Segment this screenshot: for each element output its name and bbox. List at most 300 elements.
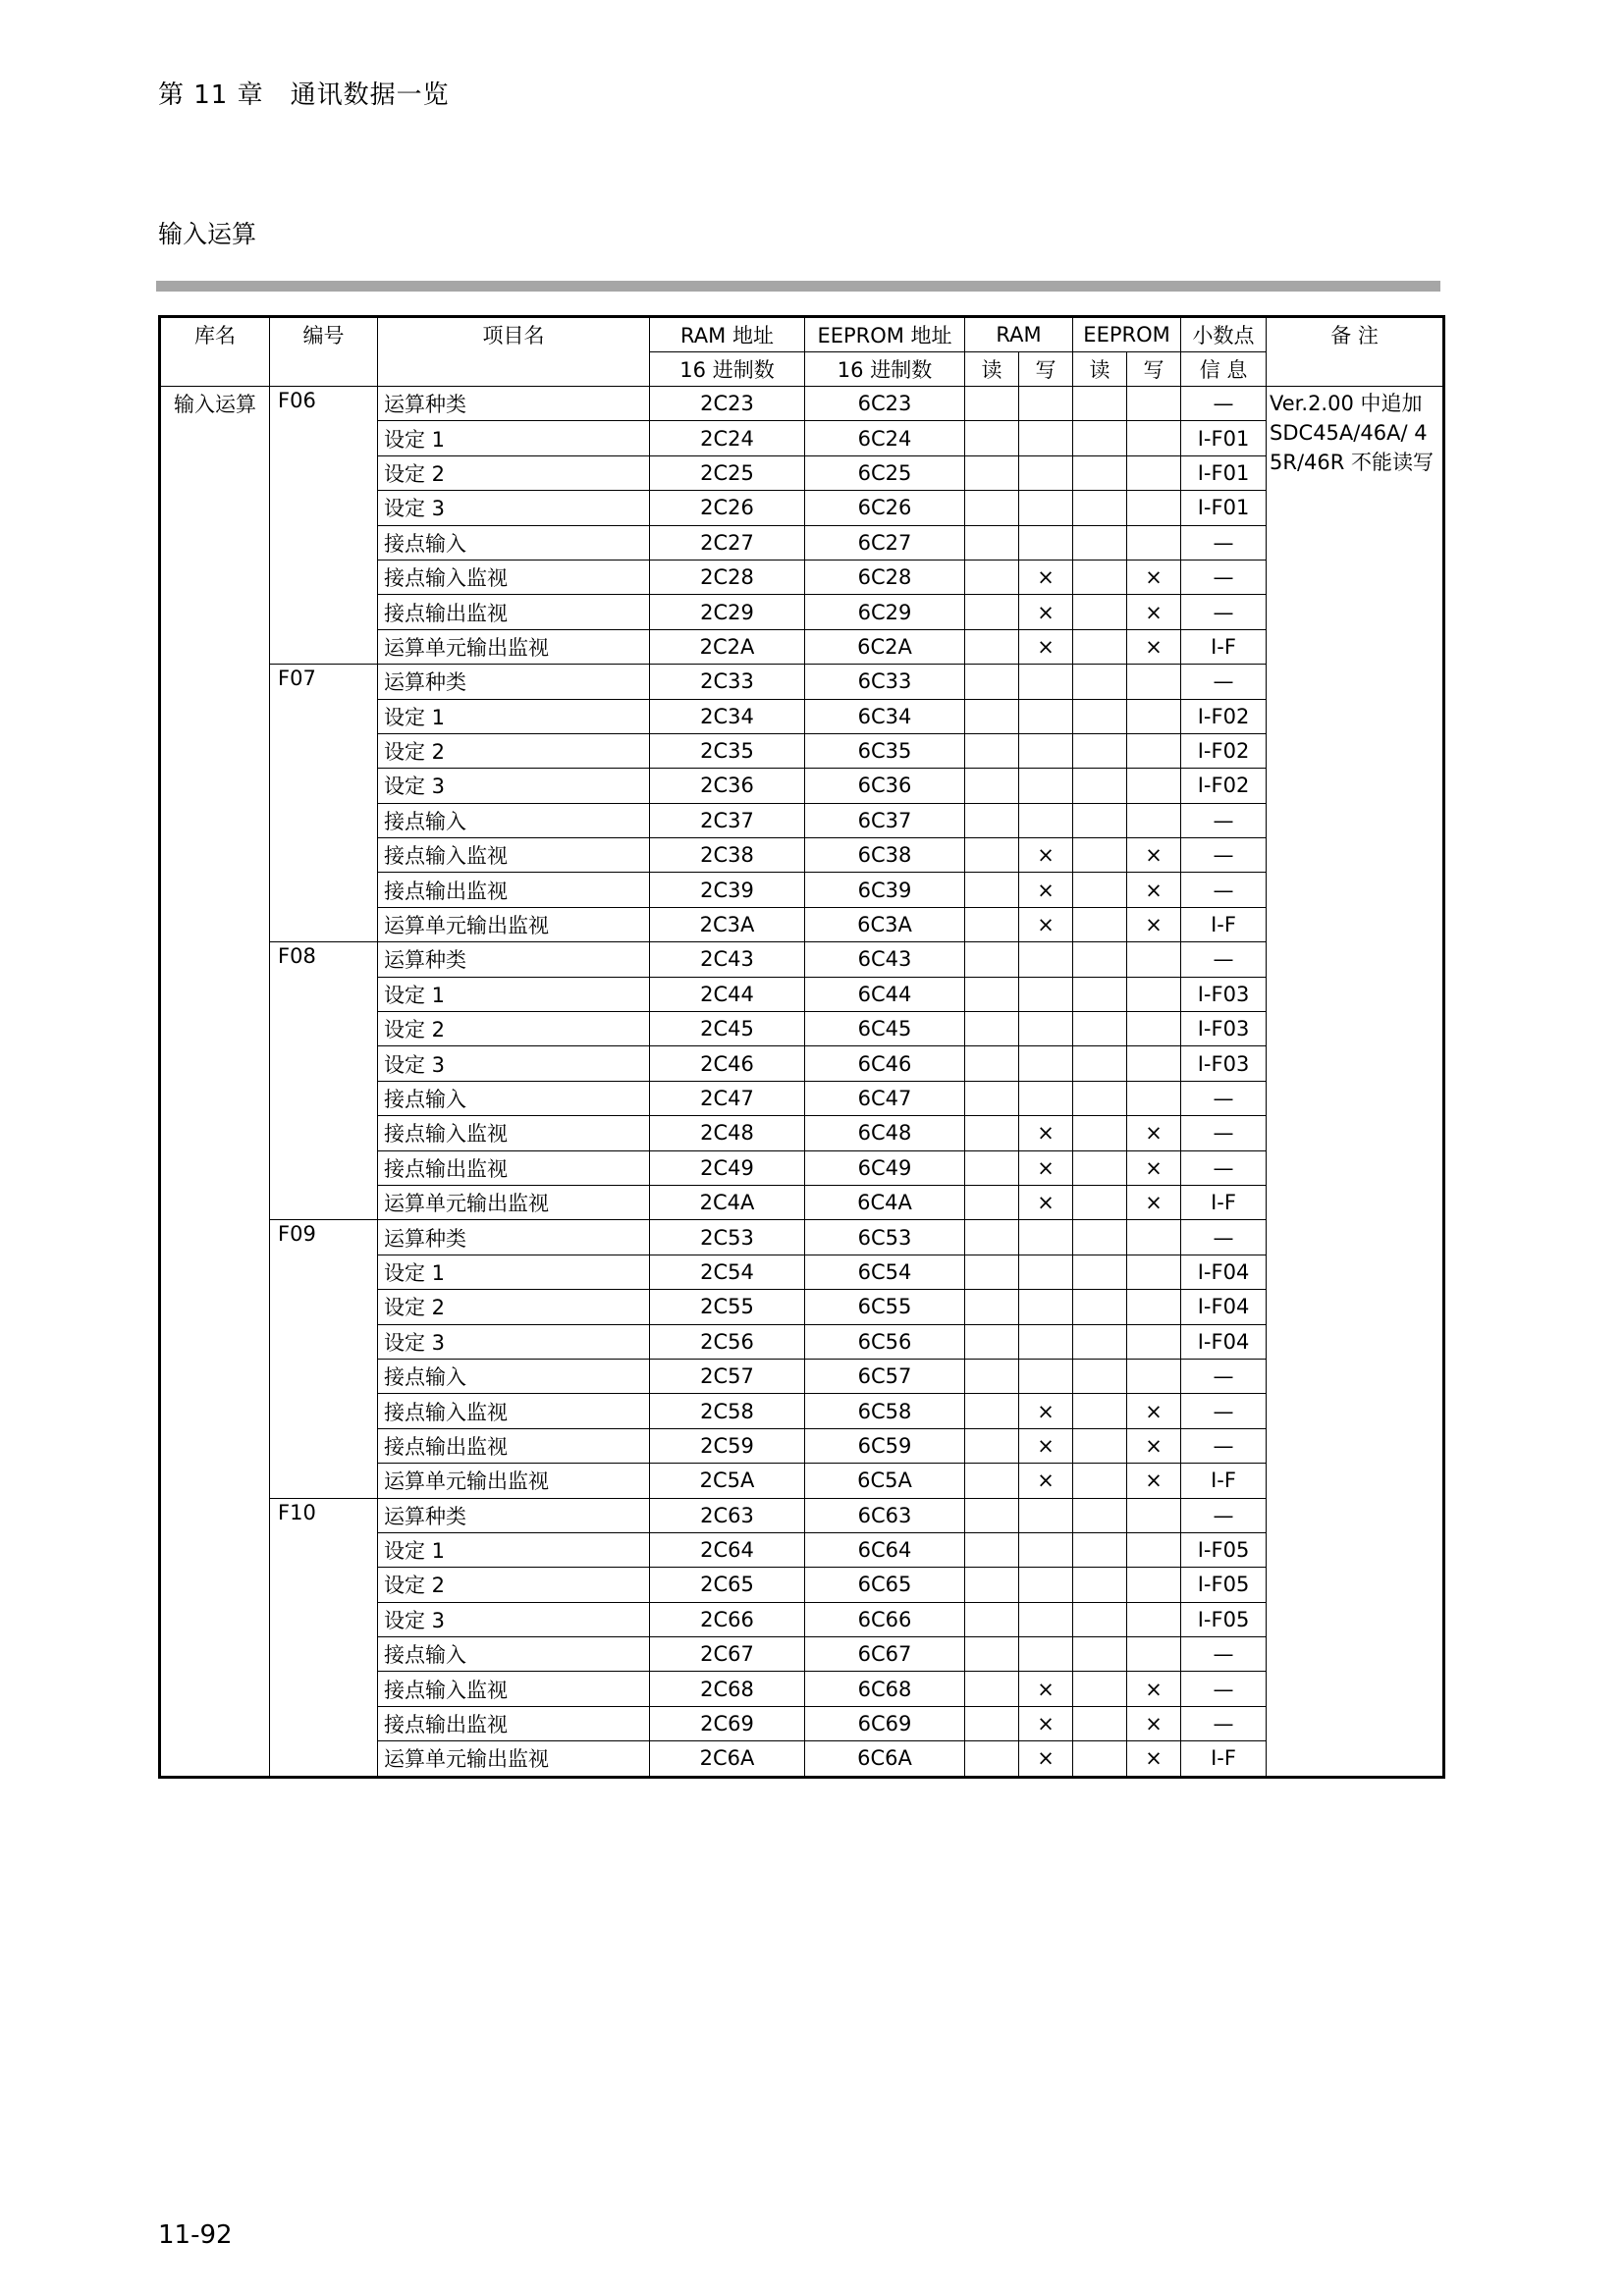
ram-write-cell: [1019, 942, 1073, 977]
item-name-cell: 接点输入监视: [378, 1672, 650, 1706]
decimal-info-cell: I-F: [1181, 907, 1267, 941]
header-ram: RAM: [965, 317, 1073, 352]
ram-write-cell: [1019, 699, 1073, 733]
decimal-info-cell: —: [1181, 1359, 1267, 1393]
eeprom-write-cell: ×: [1127, 1394, 1181, 1428]
eeprom-read-cell: [1073, 1464, 1127, 1498]
eeprom-address-cell: 6C65: [805, 1568, 965, 1602]
eeprom-write-cell: ×: [1127, 907, 1181, 941]
eeprom-write-cell: [1127, 1324, 1181, 1359]
decimal-info-cell: I-F: [1181, 1741, 1267, 1777]
ram-address-cell: 2C28: [650, 560, 805, 594]
ram-read-cell: [965, 421, 1019, 455]
ram-read-cell: [965, 1012, 1019, 1046]
eeprom-address-cell: 6C28: [805, 560, 965, 594]
ram-address-cell: 2C2A: [650, 629, 805, 664]
group-number-cell: F09: [270, 1220, 378, 1498]
ram-address-cell: 2C44: [650, 977, 805, 1011]
eeprom-address-cell: 6C55: [805, 1290, 965, 1324]
eeprom-write-cell: [1127, 455, 1181, 490]
eeprom-read-cell: [1073, 421, 1127, 455]
eeprom-read-cell: [1073, 1081, 1127, 1115]
item-name-cell: 接点输入监视: [378, 1394, 650, 1428]
ram-read-cell: [965, 1498, 1019, 1532]
eeprom-write-cell: ×: [1127, 873, 1181, 907]
ram-write-cell: ×: [1019, 873, 1073, 907]
eeprom-address-cell: 6C66: [805, 1602, 965, 1636]
item-name-cell: 设定 3: [378, 1324, 650, 1359]
eeprom-write-cell: [1127, 1046, 1181, 1081]
ram-read-cell: [965, 942, 1019, 977]
eeprom-address-cell: 6C5A: [805, 1464, 965, 1498]
item-name-cell: 接点输出监视: [378, 1428, 650, 1463]
item-name-cell: 接点输出监视: [378, 1150, 650, 1185]
ram-write-cell: [1019, 1220, 1073, 1255]
item-name-cell: 设定 2: [378, 1290, 650, 1324]
item-name-cell: 接点输出监视: [378, 595, 650, 629]
eeprom-write-cell: ×: [1127, 1428, 1181, 1463]
ram-write-cell: [1019, 665, 1073, 699]
ram-address-cell: 2C68: [650, 1672, 805, 1706]
eeprom-address-cell: 6C35: [805, 733, 965, 768]
eeprom-address-cell: 6C47: [805, 1081, 965, 1115]
ram-read-cell: [965, 455, 1019, 490]
eeprom-read-cell: [1073, 873, 1127, 907]
eeprom-address-cell: 6C46: [805, 1046, 965, 1081]
decimal-info-cell: —: [1181, 1428, 1267, 1463]
ram-address-cell: 2C46: [650, 1046, 805, 1081]
header-ram-read: 读: [965, 352, 1019, 387]
ram-address-cell: 2C53: [650, 1220, 805, 1255]
eeprom-address-cell: 6C45: [805, 1012, 965, 1046]
ram-read-cell: [965, 1741, 1019, 1777]
decimal-info-cell: I-F05: [1181, 1532, 1267, 1567]
ram-read-cell: [965, 1637, 1019, 1672]
decimal-info-cell: I-F03: [1181, 977, 1267, 1011]
decimal-info-cell: —: [1181, 595, 1267, 629]
decimal-info-cell: —: [1181, 1220, 1267, 1255]
library-name-cell: 输入运算: [160, 387, 270, 1778]
ram-address-cell: 2C38: [650, 838, 805, 873]
item-name-cell: 接点输入: [378, 1359, 650, 1393]
eeprom-write-cell: [1127, 387, 1181, 421]
eeprom-address-cell: 6C26: [805, 491, 965, 525]
decimal-info-cell: I-F: [1181, 1185, 1267, 1219]
eeprom-read-cell: [1073, 629, 1127, 664]
ram-read-cell: [965, 1185, 1019, 1219]
item-name-cell: 设定 2: [378, 1012, 650, 1046]
eeprom-read-cell: [1073, 595, 1127, 629]
table-row: [160, 387, 1444, 421]
ram-address-cell: 2C26: [650, 491, 805, 525]
item-name-cell: 运算种类: [378, 1220, 650, 1255]
item-name-cell: 接点输入: [378, 1637, 650, 1672]
eeprom-write-cell: [1127, 769, 1181, 803]
eeprom-read-cell: [1073, 1046, 1127, 1081]
ram-read-cell: [965, 699, 1019, 733]
eeprom-address-cell: 6C44: [805, 977, 965, 1011]
ram-read-cell: [965, 1324, 1019, 1359]
ram-write-cell: [1019, 1290, 1073, 1324]
eeprom-write-cell: [1127, 1498, 1181, 1532]
header-decimal-info: 信 息: [1181, 352, 1267, 387]
item-name-cell: 接点输出监视: [378, 873, 650, 907]
ram-address-cell: 2C48: [650, 1116, 805, 1150]
ram-read-cell: [965, 629, 1019, 664]
ram-read-cell: [965, 1568, 1019, 1602]
header-ram-address: RAM 地址: [650, 317, 805, 352]
eeprom-write-cell: [1127, 1568, 1181, 1602]
eeprom-read-cell: [1073, 1532, 1127, 1567]
eeprom-write-cell: [1127, 803, 1181, 837]
eeprom-write-cell: [1127, 421, 1181, 455]
ram-address-cell: 2C34: [650, 699, 805, 733]
ram-address-cell: 2C58: [650, 1394, 805, 1428]
item-name-cell: 设定 1: [378, 977, 650, 1011]
ram-address-cell: 2C24: [650, 421, 805, 455]
eeprom-address-cell: 6C58: [805, 1394, 965, 1428]
ram-write-cell: [1019, 1637, 1073, 1672]
ram-address-cell: 2C5A: [650, 1464, 805, 1498]
ram-read-cell: [965, 1359, 1019, 1393]
item-name-cell: 运算种类: [378, 387, 650, 421]
eeprom-address-cell: 6C2A: [805, 629, 965, 664]
ram-write-cell: [1019, 387, 1073, 421]
decimal-info-cell: —: [1181, 1498, 1267, 1532]
ram-read-cell: [965, 1464, 1019, 1498]
ram-write-cell: [1019, 1255, 1073, 1289]
eeprom-read-cell: [1073, 942, 1127, 977]
item-name-cell: 运算单元输出监视: [378, 1741, 650, 1777]
header-ram-write: 写: [1019, 352, 1073, 387]
eeprom-address-cell: 6C68: [805, 1672, 965, 1706]
eeprom-address-cell: 6C34: [805, 699, 965, 733]
decimal-info-cell: —: [1181, 387, 1267, 421]
eeprom-address-cell: 6C59: [805, 1428, 965, 1463]
eeprom-read-cell: [1073, 977, 1127, 1011]
ram-write-cell: [1019, 1081, 1073, 1115]
item-name-cell: 接点输入监视: [378, 560, 650, 594]
ram-write-cell: ×: [1019, 1741, 1073, 1777]
header-eeprom: EEPROM: [1073, 317, 1181, 352]
ram-address-cell: 2C63: [650, 1498, 805, 1532]
item-name-cell: 设定 2: [378, 1568, 650, 1602]
item-name-cell: 运算种类: [378, 1498, 650, 1532]
eeprom-read-cell: [1073, 1359, 1127, 1393]
eeprom-address-cell: 6C27: [805, 525, 965, 560]
ram-address-cell: 2C47: [650, 1081, 805, 1115]
section-divider: [156, 281, 1440, 292]
eeprom-address-cell: 6C29: [805, 595, 965, 629]
eeprom-address-cell: 6C64: [805, 1532, 965, 1567]
eeprom-write-cell: [1127, 1255, 1181, 1289]
decimal-info-cell: I-F04: [1181, 1290, 1267, 1324]
table-row: [160, 665, 1444, 699]
ram-address-cell: 2C67: [650, 1637, 805, 1672]
eeprom-write-cell: [1127, 665, 1181, 699]
item-name-cell: 接点输入: [378, 1081, 650, 1115]
eeprom-read-cell: [1073, 525, 1127, 560]
ram-write-cell: [1019, 1012, 1073, 1046]
eeprom-read-cell: [1073, 1602, 1127, 1636]
ram-address-cell: 2C33: [650, 665, 805, 699]
decimal-info-cell: —: [1181, 665, 1267, 699]
group-number-cell: F08: [270, 942, 378, 1220]
ram-read-cell: [965, 665, 1019, 699]
ram-address-cell: 2C3A: [650, 907, 805, 941]
ram-read-cell: [965, 733, 1019, 768]
ram-read-cell: [965, 977, 1019, 1011]
eeprom-write-cell: [1127, 1081, 1181, 1115]
ram-address-cell: 2C69: [650, 1706, 805, 1740]
eeprom-read-cell: [1073, 1568, 1127, 1602]
ram-address-cell: 2C55: [650, 1290, 805, 1324]
eeprom-read-cell: [1073, 387, 1127, 421]
eeprom-address-cell: 6C37: [805, 803, 965, 837]
decimal-info-cell: —: [1181, 1637, 1267, 1672]
eeprom-address-cell: 6C53: [805, 1220, 965, 1255]
ram-write-cell: [1019, 1324, 1073, 1359]
group-number-cell: F10: [270, 1498, 378, 1777]
eeprom-write-cell: [1127, 1220, 1181, 1255]
ram-address-cell: 2C66: [650, 1602, 805, 1636]
eeprom-write-cell: ×: [1127, 1116, 1181, 1150]
ram-read-cell: [965, 769, 1019, 803]
item-name-cell: 运算单元输出监视: [378, 1464, 650, 1498]
eeprom-address-cell: 6C39: [805, 873, 965, 907]
eeprom-address-cell: 6C48: [805, 1116, 965, 1150]
ram-read-cell: [965, 1706, 1019, 1740]
ram-address-cell: 2C27: [650, 525, 805, 560]
eeprom-read-cell: [1073, 455, 1127, 490]
ram-write-cell: [1019, 1046, 1073, 1081]
header-eeprom-hex: 16 进制数: [805, 352, 965, 387]
decimal-info-cell: —: [1181, 1150, 1267, 1185]
eeprom-address-cell: 6C67: [805, 1637, 965, 1672]
ram-read-cell: [965, 1116, 1019, 1150]
eeprom-write-cell: [1127, 491, 1181, 525]
ram-write-cell: ×: [1019, 629, 1073, 664]
eeprom-write-cell: ×: [1127, 560, 1181, 594]
eeprom-address-cell: 6C3A: [805, 907, 965, 941]
eeprom-write-cell: ×: [1127, 1150, 1181, 1185]
eeprom-read-cell: [1073, 1324, 1127, 1359]
eeprom-address-cell: 6C6A: [805, 1741, 965, 1777]
eeprom-read-cell: [1073, 1428, 1127, 1463]
decimal-info-cell: I-F02: [1181, 769, 1267, 803]
ram-read-cell: [965, 595, 1019, 629]
ram-read-cell: [965, 1394, 1019, 1428]
ram-write-cell: [1019, 1532, 1073, 1567]
eeprom-write-cell: [1127, 525, 1181, 560]
eeprom-read-cell: [1073, 1012, 1127, 1046]
eeprom-read-cell: [1073, 665, 1127, 699]
eeprom-write-cell: [1127, 1359, 1181, 1393]
ram-write-cell: ×: [1019, 1464, 1073, 1498]
ram-write-cell: ×: [1019, 1428, 1073, 1463]
item-name-cell: 接点输入: [378, 525, 650, 560]
ram-write-cell: [1019, 525, 1073, 560]
eeprom-write-cell: ×: [1127, 1185, 1181, 1219]
eeprom-read-cell: [1073, 699, 1127, 733]
eeprom-write-cell: [1127, 942, 1181, 977]
eeprom-write-cell: [1127, 1290, 1181, 1324]
eeprom-write-cell: ×: [1127, 595, 1181, 629]
decimal-info-cell: I-F03: [1181, 1012, 1267, 1046]
item-name-cell: 设定 2: [378, 455, 650, 490]
ram-address-cell: 2C43: [650, 942, 805, 977]
eeprom-write-cell: [1127, 1602, 1181, 1636]
item-name-cell: 运算单元输出监视: [378, 629, 650, 664]
ram-read-cell: [965, 387, 1019, 421]
ram-address-cell: 2C36: [650, 769, 805, 803]
ram-write-cell: [1019, 421, 1073, 455]
item-name-cell: 运算单元输出监视: [378, 1185, 650, 1219]
header-library: 库名: [160, 317, 270, 387]
note-cell: Ver.2.00 中追加 SDC45A/46A/ 45R/46R 不能读写: [1267, 387, 1444, 1778]
item-name-cell: 接点输出监视: [378, 1706, 650, 1740]
chapter-header: 第 11 章 通讯数据一览: [158, 80, 450, 110]
ram-address-cell: 2C39: [650, 873, 805, 907]
eeprom-read-cell: [1073, 803, 1127, 837]
eeprom-address-cell: 6C57: [805, 1359, 965, 1393]
header-note: 备 注: [1267, 317, 1444, 387]
eeprom-write-cell: [1127, 1637, 1181, 1672]
ram-address-cell: 2C35: [650, 733, 805, 768]
eeprom-read-cell: [1073, 1220, 1127, 1255]
eeprom-read-cell: [1073, 1672, 1127, 1706]
decimal-info-cell: —: [1181, 1672, 1267, 1706]
table-row: [160, 1220, 1444, 1255]
decimal-info-cell: I-F02: [1181, 733, 1267, 768]
ram-address-cell: 2C49: [650, 1150, 805, 1185]
ram-read-cell: [965, 1428, 1019, 1463]
eeprom-read-cell: [1073, 1394, 1127, 1428]
eeprom-read-cell: [1073, 907, 1127, 941]
ram-read-cell: [965, 491, 1019, 525]
eeprom-address-cell: 6C56: [805, 1324, 965, 1359]
section-title: 输入运算: [158, 220, 257, 248]
decimal-info-cell: I-F04: [1181, 1255, 1267, 1289]
decimal-info-cell: I-F: [1181, 629, 1267, 664]
eeprom-write-cell: ×: [1127, 1464, 1181, 1498]
ram-address-cell: 2C23: [650, 387, 805, 421]
group-number-cell: F06: [270, 387, 378, 665]
eeprom-address-cell: 6C38: [805, 838, 965, 873]
table-body: [160, 387, 1444, 1778]
table-row: [160, 1498, 1444, 1532]
decimal-info-cell: I-F05: [1181, 1568, 1267, 1602]
eeprom-write-cell: ×: [1127, 1706, 1181, 1740]
eeprom-read-cell: [1073, 769, 1127, 803]
eeprom-address-cell: 6C23: [805, 387, 965, 421]
decimal-info-cell: —: [1181, 525, 1267, 560]
eeprom-address-cell: 6C69: [805, 1706, 965, 1740]
eeprom-address-cell: 6C63: [805, 1498, 965, 1532]
decimal-info-cell: —: [1181, 838, 1267, 873]
ram-address-cell: 2C56: [650, 1324, 805, 1359]
decimal-info-cell: I-F03: [1181, 1046, 1267, 1081]
item-name-cell: 设定 3: [378, 769, 650, 803]
ram-read-cell: [965, 1672, 1019, 1706]
eeprom-write-cell: [1127, 977, 1181, 1011]
decimal-info-cell: I-F01: [1181, 491, 1267, 525]
eeprom-read-cell: [1073, 1498, 1127, 1532]
ram-read-cell: [965, 1220, 1019, 1255]
eeprom-read-cell: [1073, 1706, 1127, 1740]
eeprom-address-cell: 6C4A: [805, 1185, 965, 1219]
ram-read-cell: [965, 1150, 1019, 1185]
item-name-cell: 设定 1: [378, 1255, 650, 1289]
ram-write-cell: [1019, 977, 1073, 1011]
ram-write-cell: [1019, 1359, 1073, 1393]
ram-read-cell: [965, 907, 1019, 941]
item-name-cell: 设定 3: [378, 1046, 650, 1081]
eeprom-write-cell: [1127, 1012, 1181, 1046]
header-decimal: 小数点: [1181, 317, 1267, 352]
header-item-name: 项目名: [378, 317, 650, 387]
item-name-cell: 接点输入: [378, 803, 650, 837]
eeprom-address-cell: 6C49: [805, 1150, 965, 1185]
item-name-cell: 接点输入监视: [378, 1116, 650, 1150]
ram-read-cell: [965, 838, 1019, 873]
item-name-cell: 运算单元输出监视: [378, 907, 650, 941]
ram-address-cell: 2C45: [650, 1012, 805, 1046]
ram-write-cell: [1019, 455, 1073, 490]
eeprom-address-cell: 6C24: [805, 421, 965, 455]
item-name-cell: 设定 1: [378, 1532, 650, 1567]
eeprom-read-cell: [1073, 1290, 1127, 1324]
table-row: [160, 942, 1444, 977]
eeprom-address-cell: 6C54: [805, 1255, 965, 1289]
page-number: 11-92: [158, 2220, 233, 2250]
ram-address-cell: 2C65: [650, 1568, 805, 1602]
header-eeprom-read: 读: [1073, 352, 1127, 387]
ram-write-cell: ×: [1019, 1150, 1073, 1185]
ram-write-cell: [1019, 491, 1073, 525]
item-name-cell: 设定 2: [378, 733, 650, 768]
eeprom-write-cell: ×: [1127, 1741, 1181, 1777]
decimal-info-cell: —: [1181, 873, 1267, 907]
eeprom-read-cell: [1073, 491, 1127, 525]
decimal-info-cell: —: [1181, 560, 1267, 594]
eeprom-read-cell: [1073, 1150, 1127, 1185]
decimal-info-cell: —: [1181, 803, 1267, 837]
decimal-info-cell: I-F02: [1181, 699, 1267, 733]
ram-write-cell: ×: [1019, 560, 1073, 594]
ram-address-cell: 2C57: [650, 1359, 805, 1393]
eeprom-read-cell: [1073, 1255, 1127, 1289]
ram-read-cell: [965, 560, 1019, 594]
eeprom-read-cell: [1073, 560, 1127, 594]
ram-write-cell: [1019, 733, 1073, 768]
ram-address-cell: 2C29: [650, 595, 805, 629]
eeprom-write-cell: [1127, 733, 1181, 768]
ram-write-cell: [1019, 1498, 1073, 1532]
item-name-cell: 设定 1: [378, 699, 650, 733]
ram-write-cell: ×: [1019, 1672, 1073, 1706]
group-number-cell: F07: [270, 665, 378, 942]
item-name-cell: 运算种类: [378, 665, 650, 699]
communication-data-table: [158, 315, 1445, 1779]
decimal-info-cell: I-F04: [1181, 1324, 1267, 1359]
eeprom-address-cell: 6C36: [805, 769, 965, 803]
item-name-cell: 设定 1: [378, 421, 650, 455]
ram-read-cell: [965, 1290, 1019, 1324]
ram-write-cell: [1019, 803, 1073, 837]
ram-write-cell: ×: [1019, 907, 1073, 941]
eeprom-write-cell: ×: [1127, 629, 1181, 664]
